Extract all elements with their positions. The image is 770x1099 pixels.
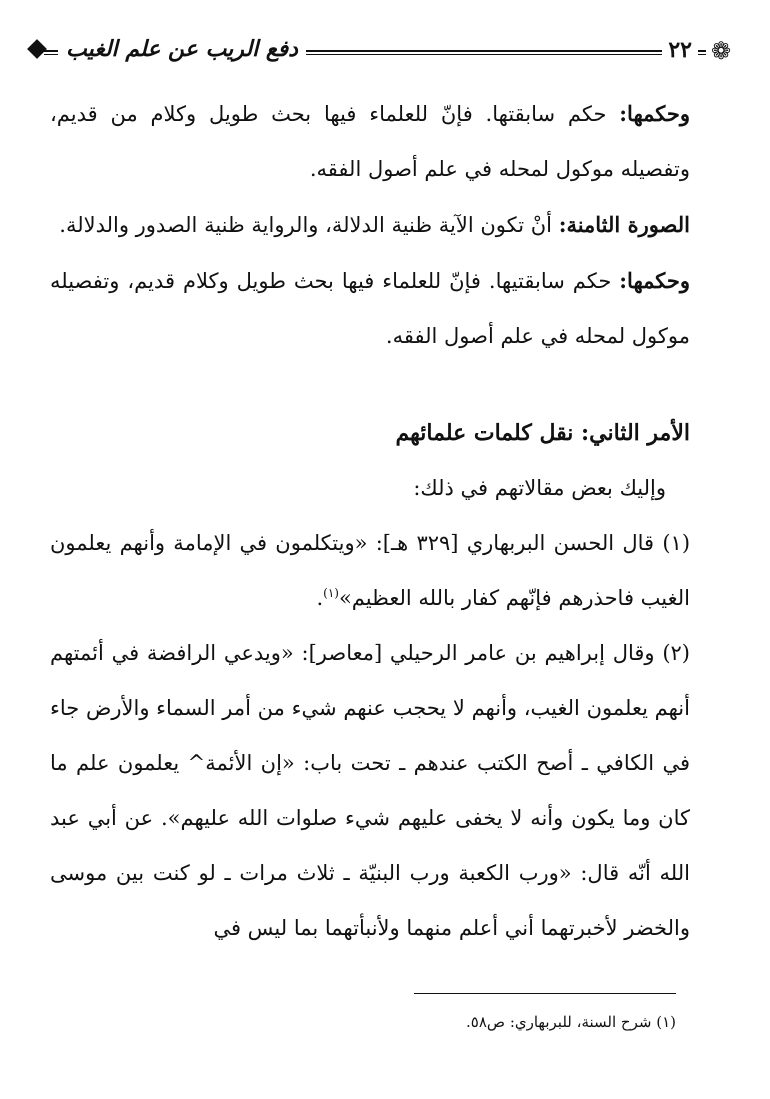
paragraph-lead: وحكمها: bbox=[619, 268, 690, 293]
footnote-marker: (١) bbox=[323, 586, 339, 600]
paragraph-end: . bbox=[316, 586, 324, 610]
section-heading: الأمر الثاني: نقل كلمات علمائهم bbox=[395, 420, 690, 446]
paragraph-text: حكم سابقتيها. فإنّ للعلماء فيها بحث طويل وكلام قديم، وتفصيله موكول لمحله في علم أصول الفقه. bbox=[50, 269, 690, 348]
book-title: دفع الريب عن علم الغيب bbox=[58, 34, 306, 64]
footnote-rule bbox=[414, 993, 676, 994]
paragraph-text: أنْ تكون الآية ظنية الدلالة، والرواية ظنية الصدور والدلالة. bbox=[59, 213, 559, 237]
paragraph-text: (١) قال الحسن البربهاري [٣٢٩ هـ]: «ويتكلمون في الإمامة وأنهم يعلمون الغيب فاحذرهم فإنّهم كفار بالله العظيم» bbox=[50, 531, 691, 610]
footnote: (١) شرح السنة، للبربهاري: ص٥٨. bbox=[466, 1013, 676, 1031]
paragraph-intro: وإليك بعض مقالاتهم في ذلك: bbox=[413, 476, 666, 500]
paragraph-quote-2: (٢) وقال إبراهيم بن عامر الرحيلي [معاصر]: «ويدعي الرافضة في أئمتهم أنهم يعلمون الغيب، وأنهم لا يحجب عنهم شيء من أمر السماء والأرض جاء في الكافي ـ أصح الكتب عندهم ـ تحت باب: «إن الأئمة^ يعلمون علم ما كان وما يكون وأنه لا يخفى عليهم شيء صلوات الله عليهم». عن أبي عبد الله أنّه قال: «ورب الكعبة ورب البنيّة ـ ثلاث مرات ـ لو كنت بين موسى والخضر لأخبرتهما أني أعلم منهما ولأنبأتهما بما ليس في bbox=[50, 641, 690, 940]
paragraph-lead: الصورة الثامنة: bbox=[558, 212, 690, 237]
paragraph-ruling-2 bbox=[50, 253, 690, 364]
paragraph-lead: وحكمها: bbox=[619, 101, 690, 126]
page-body bbox=[50, 86, 690, 956]
paragraph-quote-1 bbox=[50, 516, 690, 626]
page-number: ٢٢ bbox=[662, 37, 698, 63]
floral-ornament-icon: ❁ bbox=[706, 36, 736, 66]
paragraph-text: حكم سابقتها. فإنّ للعلماء فيها بحث طويل وكلام من قديم، وتفصيله موكول لمحله في علم أصول الفقه. bbox=[50, 102, 690, 181]
diamond-icon bbox=[27, 39, 47, 59]
paragraph-ruling-1 bbox=[50, 86, 690, 197]
paragraph-eighth-form bbox=[50, 197, 690, 253]
page-header bbox=[30, 34, 730, 68]
